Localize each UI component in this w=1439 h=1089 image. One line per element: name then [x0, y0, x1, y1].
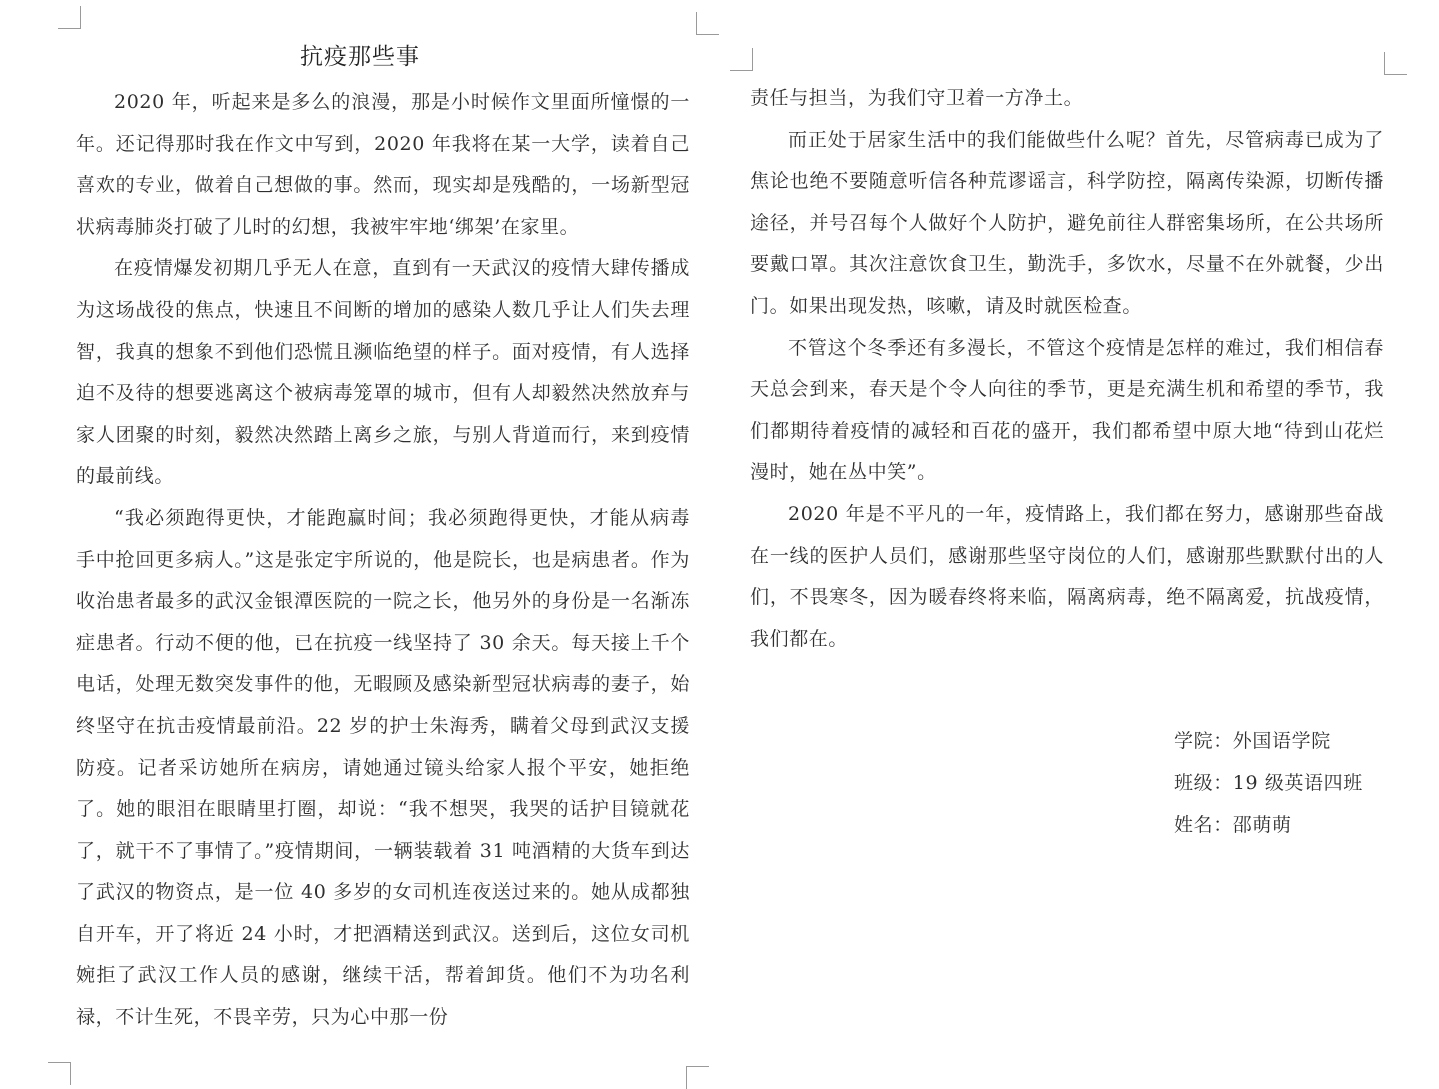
right-page-body — [750, 78, 1384, 660]
author-signature — [1174, 720, 1363, 846]
class-line: 班级：19 级英语四班 — [1174, 772, 1363, 794]
page-corner-mark — [730, 48, 753, 71]
paragraph: 不管这个冬季还有多漫长，不管这个疫情是怎样的难过，我们相信春天总会到来，春天是个令人向往的季节，更是充满生机和希望的季节，我们都期待着疫情的减轻和百花的盛开，我们都希望中原大地“待到山花烂漫时，她在丛中笑”。 — [750, 336, 1384, 484]
document-title: 抗疫那些事 — [300, 44, 420, 70]
page-corner-mark — [696, 12, 719, 35]
paragraph: 责任与担当，为我们守卫着一方净土。 — [750, 87, 1084, 109]
paragraph: “我必须跑得更快，才能跑赢时间；我必须跑得更快，才能从病毒手中抢回更多病人。”这是张定宇所说的，他是院长，也是病患者。作为收治患者最多的武汉金银潭医院的一院之长，他另外的身份是一名渐冻症患者。行动不便的他，已在抗疫一线坚持了 30 余天。每天接上千个电话，处理无数突发事件的他，无暇顾及感染新型冠状病毒的妻子，始终坚守在抗击疫情最前沿。22 岁的护士朱海秀，瞒着父母到武汉支援防疫。记者采访她所在病房，请她通过镜头给家人报个平安，她拒绝了。她的眼泪在眼睛里打圈，却说：“我不想哭，我哭的话护目镜就花了，就干不了事情了。”疫情期间，一辆装载着 31 吨酒精的大货车到达了武汉的物资点，是一位 40 多岁的女司机连夜送过来的。她从成都独自开车，开了将近 24 小时，才把酒精送到武汉。送到后，这位女司机婉拒了武汉工作人员的感谢，继续干活，帮着卸货。他们不为功名利禄，不计生死，不畏辛劳，只为心中那一份 — [76, 506, 690, 1029]
paragraph: 而正处于居家生活中的我们能做些什么呢？首先，尽管病毒已成为了焦论也绝不要随意听信各种荒谬谣言，科学防控，隔离传染源，切断传播途径，并号召每个人做好个人防护，避免前往人群密集场所，在公共场所要戴口罩。其次注意饮食卫生，勤洗手，多饮水，尽量不在外就餐，少出门。如果出现发热，咳嗽，请及时就医检查。 — [750, 128, 1384, 317]
document-page-right — [720, 0, 1439, 1080]
page-corner-mark — [686, 1066, 709, 1089]
left-page-body — [76, 82, 690, 1039]
college-line: 学院：外国语学院 — [1174, 730, 1331, 752]
paragraph: 2020 年是不平凡的一年，疫情路上，我们都在努力，感谢那些奋战在一线的医护人员们，感谢那些坚守岗位的人们，感谢那些默默付出的人们，不畏寒冬，因为暖春终将来临，隔离病毒，绝不隔离爱，抗战疫情，我们都在。 — [750, 502, 1384, 650]
page-corner-mark — [48, 1062, 71, 1085]
paragraph: 在疫情爆发初期几乎无人在意，直到有一天武汉的疫情大肆传播成为这场战役的焦点，快速且不间断的增加的感染人数几乎让人们失去理智，我真的想象不到他们恐慌且濒临绝望的样子。面对疫情，有人选择迫不及待的想要逃离这个被病毒笼罩的城市，但有人却毅然决然放弃与家人团聚的时刻，毅然决然踏上离乡之旅，与别人背道而行，来到疫情的最前线。 — [76, 257, 690, 488]
document-page-left — [0, 0, 720, 1080]
paragraph: 2020 年，听起来是多么的浪漫，那是小时候作文里面所憧憬的一年。还记得那时我在作文中写到，2020 年我将在某一大学，读着自己喜欢的专业，做着自己想做的事。然而，现实却是残酷的，一场新型冠状病毒肺炎打破了儿时的幻想，我被牢牢地‘绑架’在家里。 — [76, 91, 690, 238]
page-corner-mark — [58, 6, 81, 29]
page-corner-mark — [1384, 52, 1407, 75]
name-line: 姓名：邵萌萌 — [1174, 814, 1292, 836]
